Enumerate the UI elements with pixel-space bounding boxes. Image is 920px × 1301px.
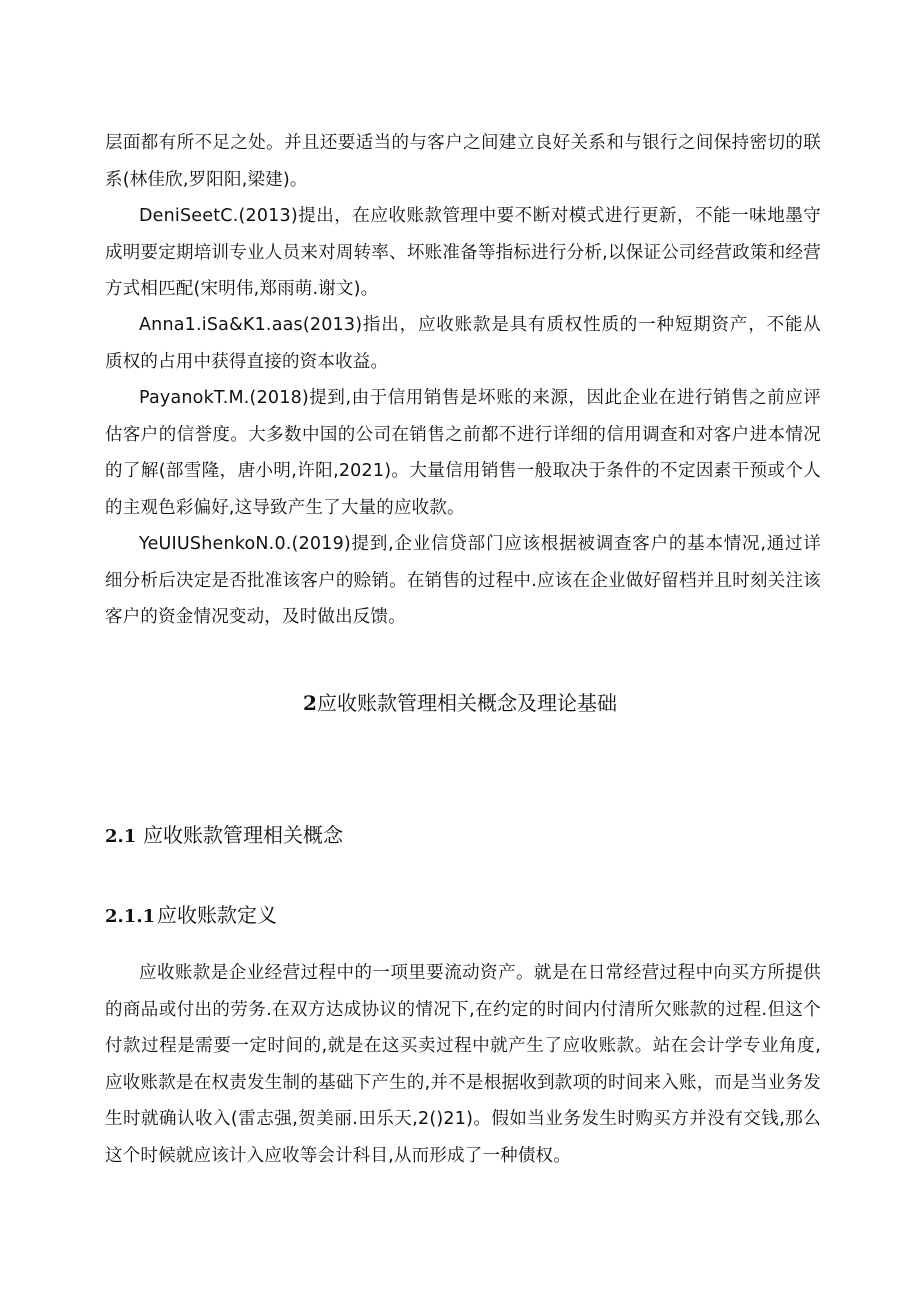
chapter-title	[0, 685, 920, 721]
subsection-text: 应收账款定义	[157, 903, 277, 927]
section-text: 应收账款管理相关概念	[143, 823, 343, 847]
subsection-number: 2.1.1	[105, 906, 156, 927]
paragraph-annalisa: Anna1.iSa&K1.aas(2013)指出，应收账款是具有质权性质的一种短期资产，不能从质权的占用中获得直接的资本收益。	[105, 315, 821, 372]
paragraph-yeulushenko: YeUIUShenkoN.0.(2019)提到,企业信贷部门应该根据被调查客户的基本情况,通过详细分析后决定是否批准该客户的赊销。在销售的过程中.应该在企业做好留档并且时刻关注该客户的资金情况变动，及时做出反馈。	[105, 534, 821, 627]
section-number: 2.1	[105, 826, 137, 847]
paragraph-deniseet: DeniSeetC.(2013)提出，在应收账款管理中要不断对模式进行更新，不能一味地墨守成明要定期培训专业人员来对周转率、坏账准备等指标进行分析,以保证公司经营政策和经营方式相匹配(宋明伟,郑雨萌.谢文)。	[105, 206, 821, 299]
paragraph-continuation: 层面都有所不足之处。并且还要适当的与客户之间建立良好关系和与银行之间保持密切的联系(林佳欣,罗阳阳,梁建)。	[105, 133, 821, 190]
chapter-number: 2	[303, 691, 317, 715]
subsection-title	[105, 897, 277, 935]
paragraph-payanok: PayanokT.M.(2018)提到,由于信用销售是坏账的来源，因此企业在进行销售之前应评估客户的信誉度。大多数中国的公司在销售之前都不进行详细的信用调查和对客户进本情况的了解(部雪隆，唐小明,许阳,2021)。大量信用销售一般取决于条件的不定因素干预或个人的主观色彩偏好,这导致产生了大量的应收款。	[105, 388, 821, 518]
paragraph-definition: 应收账款是企业经营过程中的一项里要流动资产。就是在日常经营过程中向买方所提供的商品或付出的劳务.在双方达成协议的情况下,在约定的时间内付清所欠账款的过程.但这个付款过程是需要一定时间的,就是在这买卖过程中就产生了应收账款。站在会计学专业角度,应收账款是在权责发生制的基础下产生的,并不是根据收到款项的时间来入账，而是当业务发生时就确认收入(雷志强,贺美丽.田乐天,2()21)。假如当业务发生时购买方并没有交钱,那么这个时候就应该计入应收等会计科目,从而形成了一种债权。	[105, 963, 821, 1166]
section-title	[105, 817, 343, 855]
chapter-text: 应收账款管理相关概念及理论基础	[316, 691, 617, 715]
